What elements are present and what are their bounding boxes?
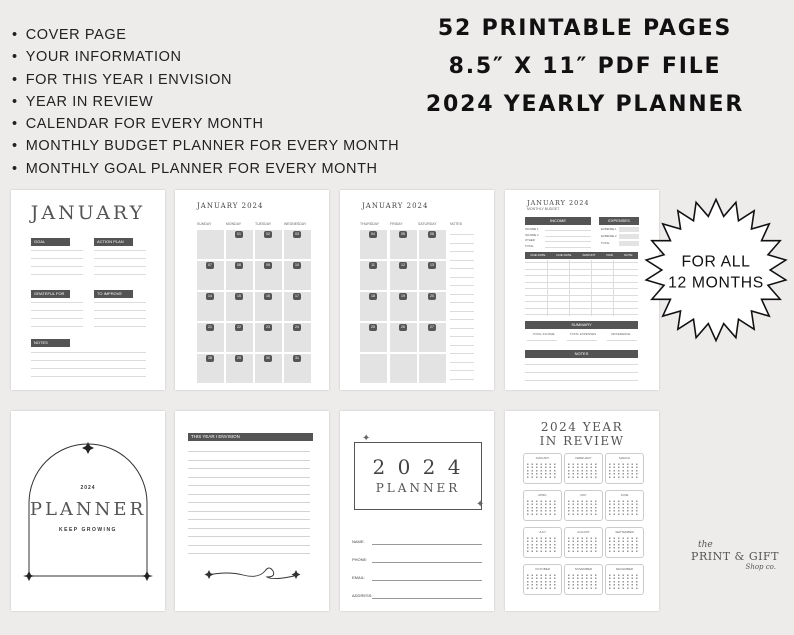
summary-line [567, 340, 597, 341]
mini-month-name: FEBRUARY [575, 456, 592, 460]
day-number: 08 [235, 262, 243, 269]
day-number: 12 [399, 262, 407, 269]
writing-line [31, 352, 146, 353]
month-title: JANUARY [30, 202, 146, 224]
mini-month-name: MARCH [619, 456, 630, 460]
income-line [545, 241, 591, 242]
mini-month-name: JUNE [620, 493, 629, 497]
notes-line [450, 353, 474, 354]
cover-title: PLANNER [29, 499, 147, 520]
calendar-page-left [175, 190, 329, 390]
mini-month-name: OCTOBER [535, 567, 550, 571]
info-field-line [372, 562, 482, 563]
budget-title: JANUARY 2024 [527, 199, 590, 207]
mini-day-grid [527, 462, 558, 478]
mini-month-calendar [564, 490, 603, 521]
expense-label: EXPENSE 1 [601, 227, 617, 231]
writing-line [31, 318, 83, 319]
day-header: THURSDAY [360, 222, 379, 226]
badge-line1: FOR ALL [681, 253, 751, 271]
writing-line [188, 519, 310, 520]
calendar-title: JANUARY 2024 [197, 202, 264, 210]
writing-line [188, 460, 310, 461]
day-number: 24 [293, 324, 301, 331]
notes-tag: NOTES [31, 339, 70, 347]
day-number: 31 [293, 355, 301, 362]
writing-line [94, 274, 146, 275]
writing-line [31, 266, 83, 267]
mini-month-name: MAY [580, 493, 587, 497]
column-divider [547, 260, 548, 316]
badge-line2: 12 MONTHS [668, 274, 764, 292]
feature-item: • FOR THIS YEAR I ENVISION [12, 69, 399, 91]
day-number: 02 [264, 231, 272, 238]
day-header: WEDNESDAY [284, 222, 307, 226]
day-number: 01 [235, 231, 243, 238]
year-review-page [505, 411, 659, 611]
summary-tag: SUMMARY [525, 321, 638, 329]
column-divider [591, 260, 592, 316]
notes-line [450, 311, 474, 312]
day-number: 05 [399, 231, 407, 238]
envision-tag: THIS YEAR I ENVISION [188, 433, 313, 441]
column-divider [569, 260, 570, 316]
notes-line [450, 319, 474, 320]
info-field-label: EMAIL: [352, 575, 366, 580]
notes-line [450, 268, 474, 269]
notes-line [450, 234, 474, 235]
feature-item: • YOUR INFORMATION [12, 46, 399, 68]
day-number: 26 [399, 324, 407, 331]
day-number: 23 [264, 324, 272, 331]
budget-column-headers [525, 253, 638, 257]
income-label: INCOME 2 [525, 232, 539, 237]
notes-line [450, 260, 474, 261]
day-header: FRIDAY [390, 222, 403, 226]
day-number: 10 [293, 262, 301, 269]
writing-line [94, 258, 146, 259]
budget-row-line [525, 282, 638, 283]
notes-line [450, 302, 474, 303]
writing-line [188, 485, 310, 486]
writing-line [31, 250, 83, 251]
calendar-cell [197, 230, 224, 259]
budget-page [505, 190, 659, 390]
day-number: 28 [206, 355, 214, 362]
column-divider [613, 260, 614, 316]
writing-line [94, 310, 146, 311]
notes-line [525, 364, 638, 365]
writing-line [31, 310, 83, 311]
budget-row-line [525, 262, 638, 263]
day-number: 11 [369, 262, 377, 269]
info-title: PLANNER [375, 481, 461, 495]
day-number: 17 [293, 293, 301, 300]
income-label: TOTAL [525, 243, 534, 248]
day-number: 15 [235, 293, 243, 300]
brand-the: the [698, 540, 713, 550]
brand-logo [690, 540, 780, 571]
mini-day-grid [609, 499, 640, 515]
sparkle-icon [23, 571, 35, 581]
writing-line [94, 302, 146, 303]
writing-line [94, 250, 146, 251]
mini-month-calendar [605, 564, 644, 595]
mini-month-calendar [523, 527, 562, 558]
writing-line [31, 326, 83, 327]
mini-month-calendar [564, 453, 603, 484]
column-header: PAID [606, 253, 614, 257]
day-number: 27 [428, 324, 436, 331]
flourish-icon [203, 561, 303, 585]
summary-line [607, 340, 637, 341]
info-field-line [372, 580, 482, 581]
day-number: 03 [293, 231, 301, 238]
feature-item: • MONTHLY GOAL PLANNER FOR EVERY MONTH [12, 158, 399, 180]
day-number: 20 [428, 293, 436, 300]
cover-year: 2024 [80, 485, 96, 491]
mini-day-grid [568, 536, 599, 552]
mini-day-grid [527, 573, 558, 589]
day-number: 16 [264, 293, 272, 300]
info-field-line [372, 598, 482, 599]
notes-line [450, 277, 474, 278]
notes-line [450, 345, 474, 346]
writing-line [31, 360, 146, 361]
writing-line [188, 468, 310, 469]
mini-day-grid [568, 573, 599, 589]
mini-day-grid [527, 499, 558, 515]
day-header: SATURDAY [418, 222, 437, 226]
expense-box [619, 234, 639, 239]
mini-month-calendar [564, 564, 603, 595]
improve-tag: TO IMPROVE [94, 290, 133, 298]
day-number: 07 [206, 262, 214, 269]
summary-line [527, 340, 557, 341]
day-number: 30 [264, 355, 272, 362]
writing-line [94, 266, 146, 267]
income-line [545, 236, 591, 237]
income-line [545, 230, 591, 231]
budget-subtitle: MONTHLY BUDGET [527, 207, 560, 211]
cover-subtitle: KEEP GROWING [59, 527, 117, 533]
income-tag: INCOME [525, 217, 591, 225]
mini-month-name: JULY [538, 530, 547, 534]
action-plan-tag: ACTION PLAN [94, 238, 133, 246]
headline-pages: 52 PRINTABLE PAGES [437, 16, 733, 41]
calendar-title: JANUARY 2024 [362, 202, 429, 210]
day-header: MONDAY [226, 222, 242, 226]
info-page [340, 411, 494, 611]
day-header: TUESDAY [255, 222, 272, 226]
day-number: 13 [428, 262, 436, 269]
calendar-cell [419, 354, 446, 383]
column-header: AMOUNT [582, 253, 596, 257]
starburst-badge [642, 196, 790, 344]
budget-row-line [525, 288, 638, 289]
writing-line [188, 553, 310, 554]
writing-line [31, 274, 83, 275]
sparkle-icon [141, 571, 153, 581]
mini-month-name: NOVEMBER [574, 567, 593, 571]
headline-title: 2024 YEARLY PLANNER [425, 92, 745, 117]
summary-column: DIFFERENCE [611, 332, 631, 336]
summary-column: TOTAL INCOME [532, 332, 555, 336]
info-year: 2 0 2 4 [372, 455, 464, 479]
mini-day-grid [568, 499, 599, 515]
writing-line [188, 451, 310, 452]
mini-month-name: DECEMBER [615, 567, 633, 571]
day-number: 09 [264, 262, 272, 269]
cover-page [11, 411, 165, 611]
sparkle-icon: ✦ [362, 433, 371, 444]
notes-line [450, 336, 474, 337]
budget-row-line [525, 301, 638, 302]
mini-day-grid [568, 462, 599, 478]
column-header: DUE DATE [556, 253, 572, 257]
mini-day-grid [609, 536, 640, 552]
writing-line [31, 302, 83, 303]
envision-page [175, 411, 329, 611]
writing-line [188, 528, 310, 529]
expense-label: EXPENSE 2 [601, 234, 617, 238]
brand-shop: Shop co. [745, 563, 776, 571]
mini-month-calendar [605, 453, 644, 484]
feature-item: • COVER PAGE [12, 24, 399, 46]
notes-line [450, 370, 474, 371]
mini-month-calendar [523, 490, 562, 521]
brand-name: PRINT & GIFT [691, 550, 779, 563]
sparkle-icon: ✦ [476, 499, 485, 510]
writing-line [188, 502, 310, 503]
mini-month-calendar [605, 527, 644, 558]
day-number: 04 [369, 231, 377, 238]
headline [420, 10, 750, 124]
notes-line [450, 251, 474, 252]
day-number: 25 [369, 324, 377, 331]
feature-item: • YEAR IN REVIEW [12, 91, 399, 113]
income-label: OTHER [525, 238, 535, 242]
notes-line [525, 372, 638, 373]
day-number: 21 [206, 324, 214, 331]
summary-column: TOTAL EXPENSES [569, 332, 597, 336]
budget-row-line [525, 275, 638, 276]
grateful-tag: GRATEFUL FOR [31, 290, 70, 298]
goal-tag: GOAL [31, 238, 70, 246]
mini-month-name: SEPTEMBER [615, 530, 634, 534]
notes-tag: NOTES [525, 350, 638, 358]
mini-month-name: AUGUST [577, 530, 590, 534]
feature-item: • CALENDAR FOR EVERY MONTH [12, 113, 399, 135]
calendar-page-right [340, 190, 494, 390]
day-number: 06 [428, 231, 436, 238]
writing-line [188, 511, 310, 512]
writing-line [188, 494, 310, 495]
mini-month-calendar [564, 527, 603, 558]
notes-line [450, 379, 474, 380]
notes-line [450, 294, 474, 295]
budget-row-line [525, 314, 638, 315]
mini-day-grid [609, 462, 640, 478]
goal-planner-page [11, 190, 165, 390]
income-label: INCOME 1 [525, 227, 539, 231]
day-number: 19 [399, 293, 407, 300]
writing-line [31, 368, 146, 369]
review-title-line2: IN REVIEW [539, 434, 625, 448]
mini-month-calendar [605, 490, 644, 521]
expense-box [619, 227, 639, 232]
writing-line [188, 477, 310, 478]
summary-columns [525, 332, 638, 336]
day-number: 18 [369, 293, 377, 300]
day-header: NOTES [450, 222, 463, 226]
review-title-line1: 2024 YEAR [540, 420, 624, 434]
info-field-label: PHONE: [352, 557, 368, 562]
notes-line [450, 328, 474, 329]
expense-box [619, 241, 639, 246]
writing-line [94, 318, 146, 319]
day-number: 14 [206, 293, 214, 300]
expenses-tag: EXPENSES [599, 217, 639, 225]
day-header: SUNDAY [197, 222, 212, 226]
writing-line [188, 536, 310, 537]
headline-format: 8.5″ X 11″ PDF FILE [448, 54, 722, 79]
column-header: DUE DATE [530, 253, 546, 257]
column-header: NOTE [624, 253, 633, 257]
income-line [545, 247, 591, 248]
notes-line [450, 285, 474, 286]
notes-line [525, 380, 638, 381]
mini-month-calendar [523, 453, 562, 484]
mini-day-grid [609, 573, 640, 589]
budget-row-line [525, 269, 638, 270]
calendar-cell [360, 354, 387, 383]
notes-line [450, 243, 474, 244]
mini-month-calendar [523, 564, 562, 595]
writing-line [188, 545, 310, 546]
expense-label: TOTAL [601, 241, 610, 245]
day-number: 22 [235, 324, 243, 331]
feature-item: • MONTHLY BUDGET PLANNER FOR EVERY MONTH [12, 135, 399, 157]
writing-line [94, 326, 146, 327]
budget-row-line [525, 308, 638, 309]
info-field-label: NAME: [352, 539, 365, 544]
day-number: 29 [235, 355, 243, 362]
writing-line [31, 258, 83, 259]
info-field-line [372, 544, 482, 545]
info-field-label: ADDRESS: [352, 593, 373, 598]
mini-day-grid [527, 536, 558, 552]
calendar-cell [390, 354, 417, 383]
writing-line [31, 376, 146, 377]
budget-row-line [525, 295, 638, 296]
mini-month-name: JANUARY [535, 456, 550, 460]
feature-list [12, 24, 399, 180]
notes-line [450, 362, 474, 363]
mini-month-name: APRIL [538, 493, 547, 497]
